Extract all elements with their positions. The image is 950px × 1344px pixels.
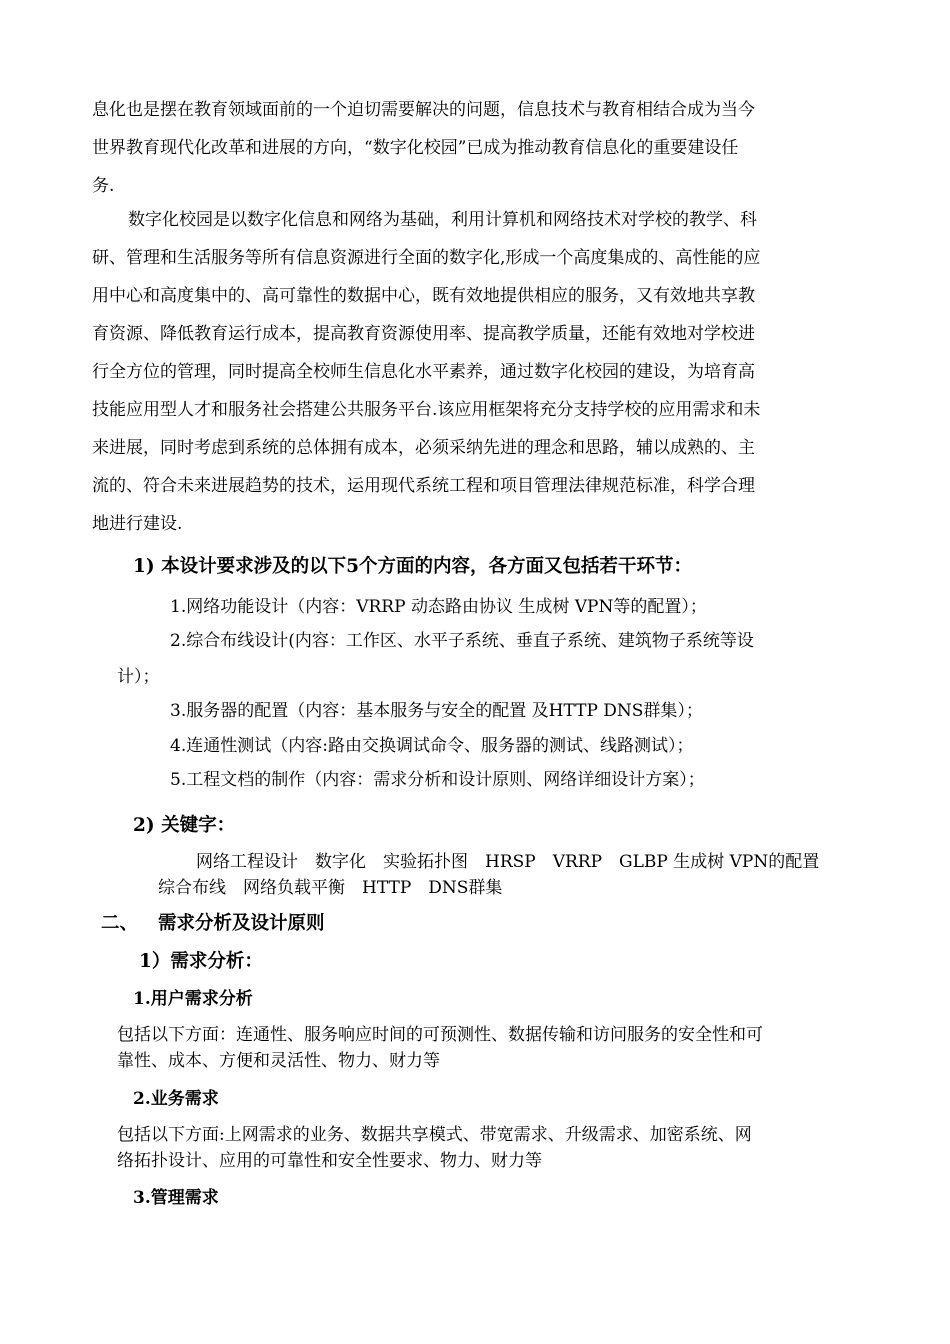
keywords-heading: 2) 关键字： xyxy=(133,815,236,836)
intro-para2-line-7: 来进展，同时考虑到系统的总体拥有成本，必须采纳先进的理念和思路，辅以成熟的、主 xyxy=(92,438,755,458)
intro-para2-line-5: 行全方位的管理，同时提高全校师生信息化水平素养，通过数字化校园的建设，为培育高 xyxy=(92,362,755,382)
user-requirements-title: 1.用户需求分析 xyxy=(133,989,253,1009)
intro-para1-line-1: 息化也是摆在教育领域面前的一个迫切需要解决的问题，信息技术与教育相结合成为当今 xyxy=(92,100,755,120)
management-requirements-title: 3.管理需求 xyxy=(133,1188,219,1208)
design-item-2: 2.综合布线设计(内容：工作区、水平子系统、垂直子系统、建筑物子系统等设 xyxy=(170,631,754,651)
design-item-1: 1.网络功能设计（内容：VRRP 动态路由协议 生成树 VPN等的配置）； xyxy=(170,597,707,617)
requirements-analysis-heading: 1）需求分析： xyxy=(139,951,263,972)
intro-para2-line-1: 数字化校园是以数字化信息和网络为基础，利用计算机和网络技术对学校的教学、科 xyxy=(128,210,757,230)
keywords-line-2: 综合布线 网络负载平衡 HTTP DNS群集 xyxy=(158,878,503,898)
intro-para1-line-2: 世界教育现代化改革和进展的方向，“数字化校园”已成为推动教育信息化的重要建设任 xyxy=(92,138,739,158)
section-two-number: 二、 xyxy=(101,913,139,934)
design-item-5: 5.工程文档的制作（内容：需求分析和设计原则、网络详细设计方案）； xyxy=(170,770,705,790)
intro-para2-line-6: 技能应用型人才和服务社会搭建公共服务平台.该应用框架将充分支持学校的应用需求和未 xyxy=(92,400,761,420)
design-item-2-continued: 计）； xyxy=(117,667,160,687)
keywords-line-1: 网络工程设计 数字化 实验拓扑图 HRSP VRRP GLBP 生成树 VPN的配置 xyxy=(196,852,820,872)
intro-para2-line-8: 流的、符合未来进展趋势的技术，运用现代系统工程和项目管理法律规范标准，科学合理 xyxy=(92,476,755,496)
business-requirements-title: 2.业务需求 xyxy=(133,1089,219,1109)
intro-para2-line-9: 地进行建设. xyxy=(92,514,183,534)
design-requirements-heading: 1) 本设计要求涉及的以下5个方面的内容，各方面又包括若干环节： xyxy=(133,556,692,577)
intro-para2-line-2: 研、管理和生活服务等所有信息资源进行全面的数字化,形成一个高度集成的、高性能的应 xyxy=(92,248,761,268)
section-two-title: 需求分析及设计原则 xyxy=(158,913,325,934)
design-item-4: 4.连通性测试（内容:路由交换调试命令、服务器的测试、线路测试）； xyxy=(170,736,694,756)
user-requirements-line-2: 靠性、成本、方便和灵活性、物力、财力等 xyxy=(117,1051,440,1071)
design-item-3: 3.服务器的配置（内容：基本服务与安全的配置 及HTTP DNS群集）； xyxy=(170,701,703,721)
intro-para2-line-3: 用中心和高度集中的、高可靠性的数据中心，既有效地提供相应的服务，又有效地共享教 xyxy=(92,286,755,306)
intro-para2-line-4: 育资源、降低教育运行成本，提高教育资源使用率、提高教学质量，还能有效地对学校进 xyxy=(92,324,755,344)
user-requirements-line-1: 包括以下方面：连通性、服务响应时间的可预测性、数据传输和访问服务的安全性和可 xyxy=(117,1025,763,1045)
intro-para1-line-3: 务. xyxy=(92,176,115,196)
business-requirements-line-2: 络拓扑设计、应用的可靠性和安全性要求、物力、财力等 xyxy=(117,1151,542,1171)
business-requirements-line-1: 包括以下方面:上网需求的业务、数据共享模式、带宽需求、升级需求、加密系统、网 xyxy=(117,1125,752,1145)
